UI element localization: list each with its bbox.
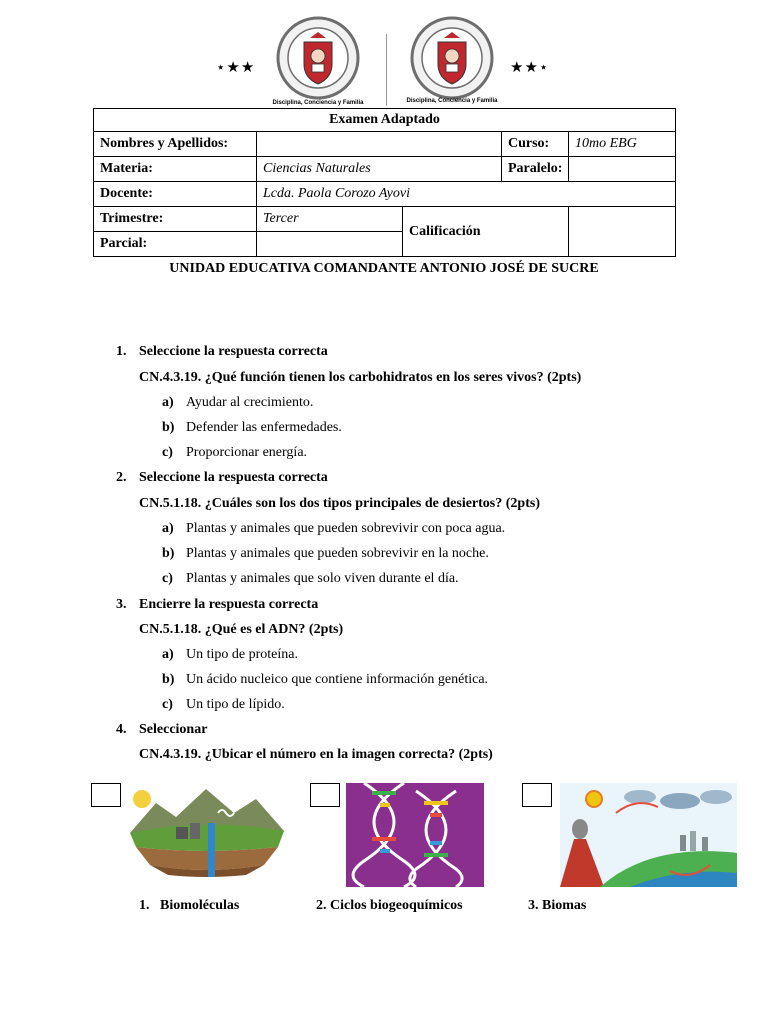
caption-number: 2. [316, 898, 327, 913]
parallel-label: Paralelo: [502, 157, 569, 182]
motto-left: Disciplina, Conciencia y Familia [272, 100, 364, 106]
caption-text: Biomoléculas [160, 898, 240, 913]
question-number: 3. [116, 597, 127, 612]
question-number: 4. [116, 722, 127, 737]
answer-option[interactable] [162, 647, 298, 663]
answer-option[interactable] [162, 395, 313, 411]
option-text: Plantas y animales que solo viven durante el día. [186, 571, 459, 586]
option-text: Proporcionar energía. [186, 445, 308, 460]
option-letter: c) [162, 445, 173, 460]
exam-header-table [93, 108, 676, 257]
caption-text: Ciclos biogeoquímicos [330, 898, 463, 913]
header-divider [386, 34, 387, 106]
answer-option[interactable] [162, 521, 505, 537]
school-name: UNIDAD EDUCATIVA COMANDANTE ANTONIO JOSÉ DE SUCRE [169, 261, 599, 276]
answer-option[interactable] [162, 697, 285, 713]
school-crest-icon [410, 16, 494, 100]
caption-item [528, 898, 586, 914]
names-field[interactable] [257, 132, 502, 157]
question-instruction: Encierre la respuesta correcta [139, 597, 319, 612]
caption-item [316, 898, 463, 914]
caption-item [139, 898, 239, 914]
exam-title: Examen Adaptado [94, 109, 676, 132]
option-letter: b) [162, 420, 175, 435]
question-instruction: Seleccionar [139, 722, 208, 737]
answer-option[interactable] [162, 420, 342, 436]
question-number: 2. [116, 470, 127, 485]
question-prompt: CN.4.3.19. ¿Ubicar el número en la imagen correcta? (2pts) [139, 747, 493, 762]
stars-left: ⋆★★ [216, 60, 256, 76]
teacher-label: Docente: [94, 182, 257, 207]
parallel-field[interactable] [569, 157, 676, 182]
answer-box[interactable] [522, 783, 552, 807]
question-instruction: Seleccione la respuesta correcta [139, 344, 328, 359]
answer-option[interactable] [162, 546, 489, 562]
answer-box[interactable] [310, 783, 340, 807]
question-prompt: CN.5.1.18. ¿Cuáles son los dos tipos principales de desiertos? (2pts) [139, 496, 540, 511]
option-letter: a) [162, 521, 174, 536]
grade-label: Calificación [403, 207, 569, 257]
option-text: Un tipo de proteína. [186, 647, 298, 662]
stars-right: ★★⋆ [510, 60, 550, 76]
option-letter: b) [162, 546, 175, 561]
caption-number: 3. [528, 898, 539, 913]
grade-field[interactable] [569, 207, 676, 257]
question-prompt: CN.5.1.18. ¿Qué es el ADN? (2pts) [139, 622, 344, 637]
option-text: Un tipo de lípido. [186, 697, 285, 712]
trimester-value: Tercer [257, 207, 403, 232]
water-cycle-icon [560, 783, 737, 887]
partial-label: Parcial: [94, 232, 257, 257]
option-letter: c) [162, 571, 173, 586]
course-value: 10mo EBG [569, 132, 676, 157]
option-letter: b) [162, 672, 175, 687]
question-prompt: CN.4.3.19. ¿Qué función tienen los carbohidratos en los seres vivos? (2pts) [139, 370, 582, 385]
answer-box[interactable] [91, 783, 121, 807]
option-text: Plantas y animales que pueden sobrevivir con poca agua. [186, 521, 506, 536]
question-number: 1. [116, 344, 127, 359]
course-label: Curso: [502, 132, 569, 157]
dna-helix-icon [346, 783, 484, 887]
option-letter: a) [162, 647, 174, 662]
option-text: Defender las enfermedades. [186, 420, 342, 435]
motto-right: Disciplina, Conciencia y Familia [406, 98, 498, 104]
subject-label: Materia: [94, 157, 257, 182]
partial-field[interactable] [257, 232, 403, 257]
answer-option[interactable] [162, 672, 488, 688]
question-instruction: Seleccione la respuesta correcta [139, 470, 328, 485]
answer-option[interactable] [162, 571, 459, 587]
teacher-value: Lcda. Paola Corozo Ayovi [257, 182, 676, 207]
landscape-island-icon [126, 783, 288, 879]
option-letter: c) [162, 697, 173, 712]
caption-number: 1. [139, 898, 150, 913]
option-letter: a) [162, 395, 174, 410]
answer-option[interactable] [162, 445, 307, 461]
caption-text: Biomas [542, 898, 587, 913]
option-text: Un ácido nucleico que contiene información genética. [186, 672, 489, 687]
subject-value: Ciencias Naturales [257, 157, 502, 182]
trimester-label: Trimestre: [94, 207, 257, 232]
names-label: Nombres y Apellidos: [94, 132, 257, 157]
option-text: Ayudar al crecimiento. [186, 395, 314, 410]
school-crest-icon [276, 16, 360, 100]
option-text: Plantas y animales que pueden sobrevivir en la noche. [186, 546, 489, 561]
